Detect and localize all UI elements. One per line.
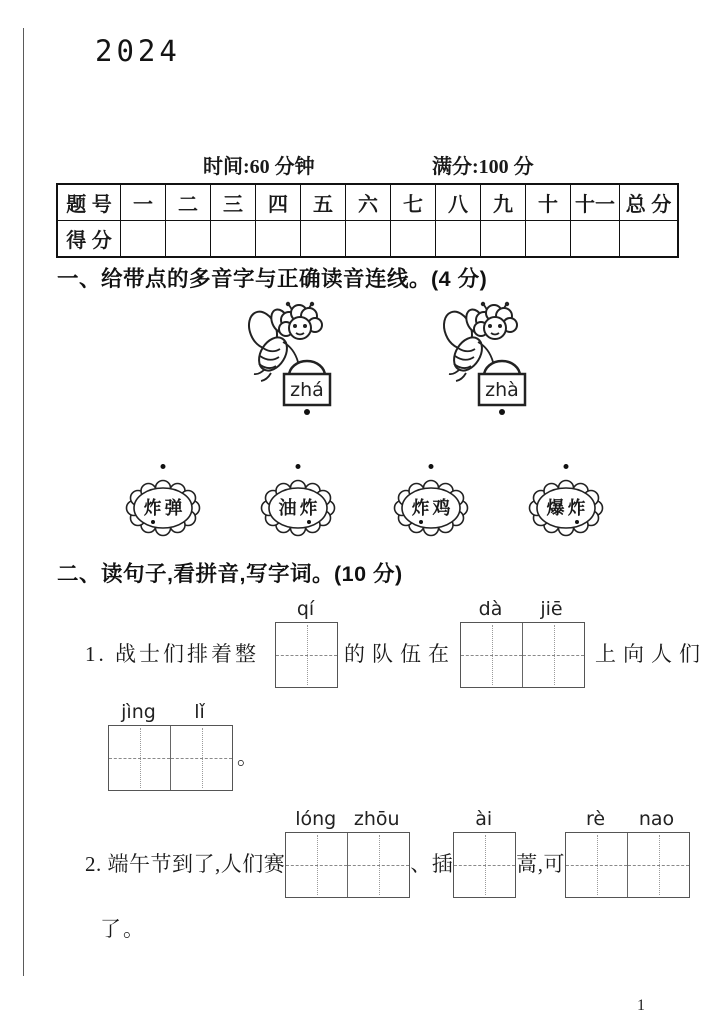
- flower-word-text: [389, 476, 473, 540]
- writing-cell: [276, 623, 337, 687]
- score-table-score-row: [57, 221, 678, 258]
- writing-box-group-dajie: [460, 598, 585, 688]
- col-header: 一: [121, 184, 166, 221]
- question-number-label: 题 号: [57, 184, 121, 221]
- pinyin-label: dà: [478, 598, 503, 620]
- section1-title: 一、给带点的多音字与正确读音连线。(4 分): [57, 267, 488, 291]
- connector-dot: [161, 464, 166, 469]
- flower-word-text: [524, 476, 608, 540]
- pinyin-label: lǐ: [194, 701, 205, 723]
- writing-cell: [286, 833, 347, 897]
- flower-char-dotted: 炸: [299, 498, 318, 518]
- score-cell: [481, 221, 526, 258]
- sentence-text: 1. 战士们排着整: [85, 642, 259, 666]
- col-header: 九: [481, 184, 526, 221]
- writing-cell: [170, 726, 232, 790]
- writing-cell: [347, 833, 409, 897]
- col-header: 五: [301, 184, 346, 221]
- flower-word-text: [121, 476, 205, 540]
- score-cell: [436, 221, 481, 258]
- writing-cell: [109, 726, 170, 790]
- pinyin-label: nao: [638, 808, 675, 830]
- score-table: [56, 183, 679, 258]
- writing-box-group-renao: [565, 808, 690, 898]
- flower-char-dotted: 炸: [143, 498, 162, 518]
- page-number: 1: [637, 997, 645, 1014]
- total-score-header: 总 分: [620, 184, 679, 221]
- score-table-header-row: [57, 184, 678, 221]
- score-cell: [346, 221, 391, 258]
- col-header: 四: [256, 184, 301, 221]
- score-cell: [211, 221, 256, 258]
- sentence-text: 蒿,可: [516, 852, 565, 876]
- writing-cell: [522, 623, 584, 687]
- pinyin-label: qí: [296, 598, 315, 620]
- writing-cell: [461, 623, 522, 687]
- col-header: 六: [346, 184, 391, 221]
- flower-word-4: [524, 464, 608, 544]
- flower-word-text: [256, 476, 340, 540]
- flower-char: 鸡: [432, 498, 451, 518]
- score-cell: [391, 221, 436, 258]
- flower-char: 弹: [164, 498, 183, 518]
- connector-dot: [304, 409, 310, 415]
- score-cell: [166, 221, 211, 258]
- pinyin-label: rè: [585, 808, 606, 830]
- sentence-text: 、插: [410, 852, 454, 876]
- connector-dot: [429, 464, 434, 469]
- sentence-1-line-1: [85, 598, 707, 688]
- sentence-1-line-2: [108, 701, 258, 791]
- connector-dot: [499, 409, 505, 415]
- left-margin-line: [23, 28, 24, 976]
- bee-illustration-zha4: [432, 300, 532, 416]
- writing-box-group-longzhou: [285, 808, 410, 898]
- pinyin-label: lóng: [295, 808, 337, 830]
- score-cell: [121, 221, 166, 258]
- pinyin-label: jiē: [540, 598, 563, 620]
- flower-char: 油: [278, 498, 297, 518]
- flower-char-dotted: 炸: [411, 498, 430, 518]
- pinyin-label: ài: [475, 808, 493, 830]
- sentence-text: 上向人们: [595, 642, 707, 666]
- col-header: 十: [526, 184, 571, 221]
- col-header: 二: [166, 184, 211, 221]
- col-header: 三: [211, 184, 256, 221]
- writing-box-group-jingli: [108, 701, 233, 791]
- pinyin-sign: zhá: [290, 378, 324, 401]
- writing-box-group-ai: [453, 808, 516, 898]
- flower-word-1: [121, 464, 205, 544]
- full-score-label: 满分:100 分: [432, 156, 534, 178]
- connector-dot: [296, 464, 301, 469]
- writing-cell: [566, 833, 627, 897]
- year-label: 2024: [95, 34, 181, 68]
- section2-title: 二、读句子,看拼音,写字词。(10 分): [57, 562, 403, 586]
- writing-cell: [454, 833, 515, 897]
- pinyin-label: zhōu: [353, 808, 400, 830]
- flower-word-3: [389, 464, 473, 544]
- flower-char-dotted: 炸: [567, 498, 586, 518]
- writing-box-group-qi: [275, 598, 338, 688]
- flower-word-2: [256, 464, 340, 544]
- pinyin-sign: zhà: [485, 378, 519, 401]
- flower-char: 爆: [546, 498, 565, 518]
- sentence-text: 2. 端午节到了,人们赛: [85, 852, 286, 876]
- score-cell: [301, 221, 346, 258]
- sentence-2-line-1: [85, 808, 690, 898]
- sentence-text: 的队伍在: [344, 642, 456, 666]
- col-header: 七: [391, 184, 436, 221]
- col-header: 十一: [571, 184, 620, 221]
- total-score-cell: [620, 221, 679, 258]
- score-cell: [526, 221, 571, 258]
- sentence-text: 。: [237, 745, 258, 769]
- col-header: 八: [436, 184, 481, 221]
- score-row-label: 得 分: [57, 221, 121, 258]
- bee-illustration-zha2: [237, 300, 337, 416]
- pinyin-label: jìng: [121, 701, 156, 723]
- score-cell: [256, 221, 301, 258]
- connector-dot: [564, 464, 569, 469]
- sentence-2-line-2: 了。: [100, 917, 146, 941]
- writing-cell: [627, 833, 689, 897]
- time-limit-label: 时间:60 分钟: [203, 156, 315, 178]
- score-cell: [571, 221, 620, 258]
